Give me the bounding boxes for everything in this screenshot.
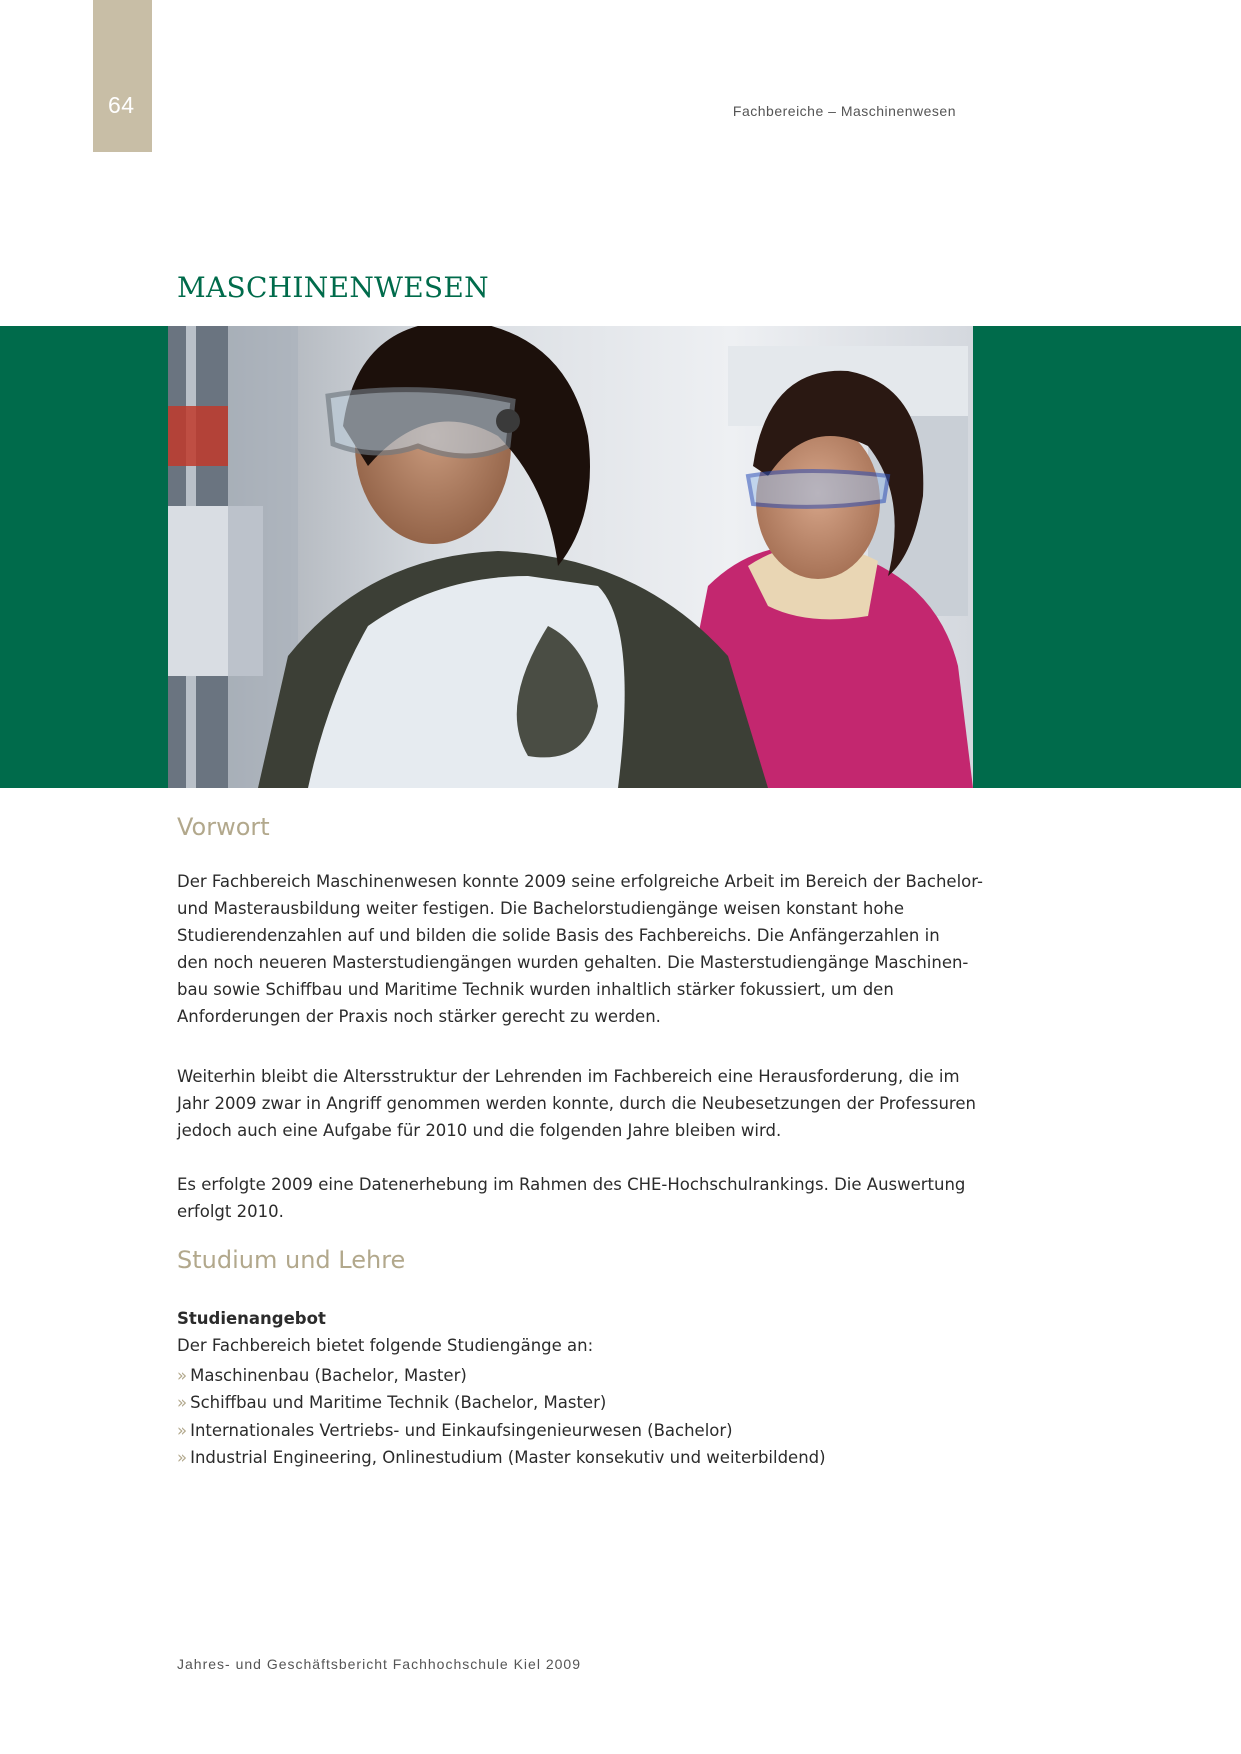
page-number: 64 (108, 92, 135, 118)
text-line: Studierendenzahlen auf und bilden die solide Basis des Fachbereichs. Die Anfängerzahlen in (177, 926, 940, 945)
program-label: Maschinenbau (Bachelor, Master) (190, 1366, 467, 1385)
text-line: Anforderungen der Praxis noch stärker gerecht zu werden. (177, 1007, 661, 1026)
text-line: Es erfolgte 2009 eine Datenerhebung im Rahmen des CHE-Hochschulrankings. Die Auswertung (177, 1175, 966, 1194)
page-title: MASCHINENWESEN (177, 271, 489, 304)
lab-students-photo (168, 326, 973, 788)
list-item (177, 1417, 826, 1444)
bullet-marker: » (177, 1366, 188, 1385)
list-item (177, 1362, 826, 1389)
text-line: jedoch auch eine Aufgabe für 2010 und die folgenden Jahre bleiben wird. (177, 1121, 782, 1140)
page-footer: Jahres- und Geschäftsbericht Fachhochschule Kiel 2009 (177, 1656, 581, 1672)
section-heading-studium: Studium und Lehre (177, 1246, 406, 1274)
text-line: den noch neueren Masterstudiengängen wurden gehalten. Die Masterstudiengänge Maschinen- (177, 953, 969, 972)
section-heading-vorwort: Vorwort (177, 813, 270, 841)
list-item (177, 1444, 826, 1471)
subheading-studienangebot: Studienangebot (177, 1309, 326, 1328)
studienangebot-intro: Der Fachbereich bietet folgende Studiengänge an: (177, 1336, 594, 1355)
text-line: Jahr 2009 zwar in Angriff genommen werden konnte, durch die Neubesetzungen der Professuren (177, 1094, 976, 1113)
text-line: und Masterausbildung weiter festigen. Die Bachelorstudiengänge weisen konstant hohe (177, 899, 905, 918)
bullet-marker: » (177, 1393, 188, 1413)
program-label: Industrial Engineering, Onlinestudium (Master konsekutiv und weiterbildend) (190, 1447, 826, 1467)
program-list (177, 1362, 826, 1471)
program-label: Schiffbau und Maritime Technik (Bachelor, Master) (190, 1393, 607, 1413)
text-line: Weiterhin bleibt die Altersstruktur der Lehrenden im Fachbereich eine Herausforderung, die im (177, 1067, 960, 1086)
vorwort-paragraph-3 (177, 1171, 967, 1225)
bullet-marker: » (177, 1447, 188, 1467)
program-label: Internationales Vertriebs- und Einkaufsingenieurwesen (Bachelor) (190, 1420, 733, 1440)
text-line: erfolgt 2010. (177, 1202, 284, 1221)
vorwort-paragraph-1 (177, 868, 983, 1030)
text-line: Der Fachbereich Maschinenwesen konnte 2009 seine erfolgreiche Arbeit im Bereich der Bachelor- (177, 872, 983, 891)
text-line: bau sowie Schiffbau und Maritime Technik wurden inhaltlich stärker fokussiert, um den (177, 980, 894, 999)
page-number-tab (93, 0, 152, 152)
running-header: Fachbereiche – Maschinenwesen (732, 103, 956, 119)
bullet-marker: » (177, 1420, 188, 1440)
vorwort-paragraph-2 (177, 1063, 976, 1144)
list-item (177, 1389, 826, 1416)
